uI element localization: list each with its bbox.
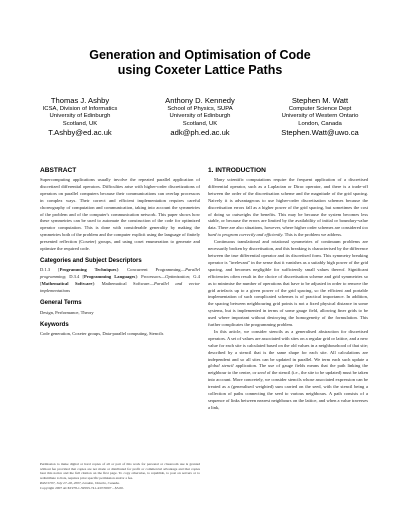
footnote-permission: Permission to make digital or hard copies of all or part of this work for personal or classroom use is granted without fee provided that copies are not made or distributed for profit or commercial advantage and that copies bear this notice and the full citation on the first page. To copy otherwise, to republish, to post on servers or to redistribute to lists, requires prior specific permission and/or a fee. [40, 462, 200, 481]
general-terms-body: Design, Performance, Theory [40, 309, 94, 315]
author-affiliation: Computer Science Dept [288, 106, 352, 112]
introduction-heading: 1. INTRODUCTION [208, 167, 266, 174]
intro-paragraph-2: Continuous translational and rotational symmetries of continuum problems are necessarily broken by discretisation, and this breaking is characterised by the difference between the true differential operator and its discretised form. This symmetry breaking operator is "irrelevant" in the sense that it vanishes as a suitably high power of the grid spacing, and becomes negligible for sufficiently small values thereof. Significant efficiencies often result in the choice of discretisation scheme and grid symmetries so as to minimise the number of operations that have to be adjusted in order to remove the grid artefacts up to a given power of the grid spacing, so the efficient and portable implementation of such complicated schemes is of practical importance. In addition, the spacing between neighbouring grid points is not a fixed physical distance in some systems, but is implemented in terms of some gauge field, allowing finer grids to be used where important without destroying the homogeneity of the formulation. This further complicates the programming problem. [208, 239, 368, 328]
categories-heading: Categories and Subject Descriptors [40, 257, 142, 264]
keywords-body: Code generation, Coxeter groups, Data-parallel computing, Stencils [40, 331, 164, 336]
author-affiliation: ICSA, Division of Informatics [42, 106, 118, 112]
author-affiliation: School of Physics, SUPA [167, 106, 233, 112]
author-email[interactable]: adk@ph.ed.ac.uk [170, 128, 230, 138]
intro-paragraph-3: In this article, we consider stencils as a generalised abstraction for discretised operators. A set of values are associated with sites on a regular grid or lattice, and a new value for each site is calculated based on the old values in a neighbourhood of that site; described by a stencil that is the same shape for each site. All calculations are independent and so all sites can be updated in parallel. We term each such update a global stencil application. The use of gauge fields means that the path linking the neighbour to the centre, or seed of the stencil (i.e., the site to be updated) must be taken into account. More concretely, we consider stencils whose associated expression can be treated as a (generalised weighted) sum carried on the seed, with the stencil being a collection of paths connecting the seed to various neighbours. A path consists of a sequence of links between nearest neighbours on the lattice, and when a value traverses a link, [208, 328, 368, 410]
author-email[interactable]: Stephen.Watt@uwo.ca [281, 128, 359, 138]
left-column [40, 167, 200, 338]
abstract-heading: ABSTRACT [40, 167, 77, 174]
author-email[interactable]: T.Ashby@ed.ac.uk [48, 128, 112, 138]
title-line-1: Generation and Optimisation of Code [89, 48, 311, 62]
keywords-heading: Keywords [40, 321, 69, 328]
title-line-2: using Coxeter Lattice Paths [117, 63, 283, 77]
right-column [208, 167, 368, 412]
abstract-body: Supercomputing applications usually involve the repeated parallel application of discretized differential operators. Difficulties arise with higher-order discretizations of operators on parallel computers because their communications can overlap processors in complex ways. Their correct and efficient implementation requires careful choreography of computation and communication, taking into account the symmetries of the problem and of the computer's communication network. This paper shows how these symmetries can be used to automate the construction of the code for optimized operator computation. This is done with considerable generality by making the symmetries both of the problem and the computer explicit using the language of finitely presented reflection (Coxeter) groups, and using coset enumeration to generate and optimize the required code. [40, 177, 200, 252]
paper-title [0, 48, 400, 78]
author-affiliation: University of Edinburgh [169, 113, 231, 120]
categories-body: D.1.3 [Programming Techniques]: Concurrent Programming—Parallel programming; D.3.4 [Programming Languages]: Processors—Optimization; G.4 [Mathematical Software]: Mathematical Software—Parallel and vector implementations [40, 267, 200, 294]
footnote-venue: PASCO'07, July 27–28, 2007, London, Ontario, Canada. [40, 480, 120, 485]
author-name: Anthony D. Kennedy [165, 96, 235, 105]
author-name: Stephen M. Watt [291, 96, 349, 105]
general-terms-heading: General Terms [40, 300, 82, 307]
author-affiliation: London, Canada [298, 120, 342, 127]
author-affiliation: University of Edinburgh [49, 113, 111, 120]
author-1 [15, 96, 145, 138]
author-affiliation: University of Western Ontario [281, 113, 359, 120]
permission-footnote [40, 462, 200, 490]
author-2 [135, 96, 265, 138]
footnote-copyright: Copyright 2007 ACM 978-1-59593-741-4/07/0007 ...$5.00. [40, 485, 124, 490]
intro-paragraph-1: Many scientific computations require the frequent application of a discretised differential operator, such as a Laplacian or Dirac operator, and there is a trade-off between the order of the discretisation scheme and the magnitude of the grid spacing. Naively it is advantageous to use higher-order discretisation schemes because the discretisation errors fall as a higher power of the grid spacing, but sometimes the cost of doing so outweighs the benefits. This may be because the system becomes less stable, or because the errors are limited by the availability of initial or boundary-value data. There are also situations, however, where higher order schemes are considered too hard to program correctly and efficiently. This is the problem we address. [208, 177, 368, 238]
author-name: Thomas J. Ashby [50, 96, 110, 105]
author-affiliation: Scotland, UK [182, 120, 218, 127]
author-affiliation: Scotland, UK [62, 120, 98, 127]
author-3 [255, 96, 385, 138]
